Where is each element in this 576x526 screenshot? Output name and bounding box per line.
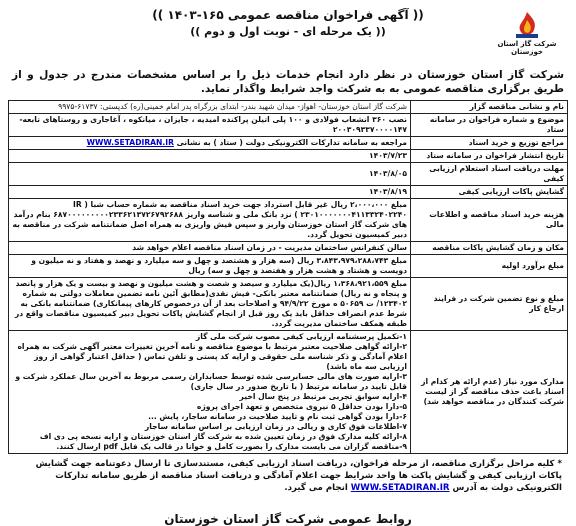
table-row [9, 199, 568, 242]
setad-link-footer[interactable]: WWW.SETADIRAN.IR [350, 483, 450, 493]
intro-paragraph: شرکت گاز استان خوزستان در نظر دارد انجام خدمات ذیل را بر اساس مشخصات مندرج در جدول و از طریق برگزاری مناقصه عمومی به به شرکت واجد شرایط واگذار نماید. [12, 69, 564, 95]
table-row [9, 186, 568, 199]
row-value [9, 331, 411, 454]
requirement-line: ۳-ارایه صورت های مالی حسابرسی شده توسط حسابداران رسمی مربوط به آخرین سال عملکرد شرکت و قابل تایید در سامانه مرتبط ( با تاریخ صدور در سال جاری) [15, 372, 407, 391]
row-key: مکان و زمان گشایش پاکات مناقصه [411, 242, 568, 255]
note-text-end: انجام می گیرد. [284, 483, 348, 493]
table-row [9, 163, 568, 186]
row-value: ۱۴۰۳/۸/۱۹ [9, 186, 411, 199]
tender-details-table [8, 100, 568, 454]
row-key: مهلت دریافت اسناد استعلام ارزیابی کیفی [411, 163, 568, 186]
requirement-line: ۴-ارایه سوابق تجربی مرتبط در پنج سال اخیر [239, 392, 407, 401]
requirement-line: ۸-ارائه کلیه مدارک فوق در زمان تعیین شده به شرکت گاز استان خوزستان و ارایه نسخه پی دی اف [39, 432, 407, 441]
setad-link[interactable]: WWW.SETADIRAN.IR [86, 138, 174, 147]
footer-public-relations: روابط عمومی شرکت گاز استان خوزستان [164, 512, 412, 526]
row-value: ۱۴۰۳/۷/۲۳ [9, 150, 411, 163]
row-key: مبلغ و نوع تضمین شرکت در فرایند ارجاع کار [411, 278, 568, 331]
requirement-line: ۹-مناقصه گزاران می بایست مدارک را بصورت کامل و خوانا در قالب یک فایل pdf ارسال کنند. [56, 442, 407, 451]
table-row [9, 278, 568, 331]
row-key: هزینه خرید اسناد مناقصه و اطلاعات مالی [411, 199, 568, 242]
table-row [9, 114, 568, 137]
table-row [9, 331, 568, 454]
row-key: مبلغ برآورد اولیه [411, 255, 568, 278]
row-key: تاریخ انتشار فراخوان در سامانه ستاد [411, 150, 568, 163]
requirement-line: ۷-اطلاعات فوق کاری و ریالی در زمان ارزیابی بر اساس سامانه ساجار [144, 422, 407, 431]
requirement-line: ۱-تکمیل پرسشنامه ارزیابی کیفی مصوب شرکت ملی گاز [195, 332, 407, 341]
row-key: مراجع توزیع و خرید اسناد [411, 137, 568, 150]
notice-header [8, 6, 568, 68]
row-value: ۱۴۰۳/۸/۰۵ [9, 163, 411, 186]
row-value: شرکت گاز استان خوزستان- اهواز- میدان شهید بندر- ابتدای بزرگراه پدر امام خمینی(ره) کدپستی: ۶۱۷۳۷-۹۹۷۵ [9, 101, 411, 114]
row-value: مبلغ ۳،۸۴۳،۹۷۹،۲۸۸،۷۴۳ ریال (سه هزار و هشتصد و چهل و سه میلیارد و نهصد و هفتاد و نه میلیون و دویست و هشتاد و هشت هزار و هفتصد و چهل و سه) ریال [9, 255, 411, 278]
requirement-line: ۲-ارائه گواهی صلاحیت معتبر مرتبط با موضوع مناقصه و نامه آخرین تغییرات معتبر آگهی شرکت به همراه اعلام آمادگی و ذکر شناسه ملی حقوقی و ارایه کد پستی و تلفن تماس ( حداقل اعتبار گواهی از روز ارزیابی سه ماه باشد) [17, 342, 407, 371]
row-key: موضوع و شماره فراخوان در سامانه ستاد [411, 114, 568, 137]
row-value: مبلغ ۱،۳۶۸،۹۲۱،۵۵۹ ریال(یک میلیارد و سیصد و شصت و هشت میلیون و نهصد و بیست و یک هزار و پانصد و پنجاه و نه ریال) ضمانتنامه معتبر بانکی- فیش نقدی(مطابق آئین نامه تضمین معاملات دولتی به شماره ۱۲۳۴۰۲/ ت ۵۰۶۵۹ ه مورخ ۹۴/۹/۲۲ و اصلاحات بعد از آن درخصوص کارهای پیمانکاری) ضمانتنامه بانکی به شرط عدم انصراف حداقل باید یک روز قبل از انجام گشایش پاکات تحویل دبیر کمیسیون مناقصات واقع در طبقه همکف ساختمان مدیریت گردد. [9, 278, 411, 331]
row-value: سالن کنفرانس ساختمان مدیریت - در زمان اسناد مناقصه اعلام خواهد شد [9, 242, 411, 255]
row-value-text: مراجعه به سامانه تدارکات الکترونیکی دولت ( ستاد ) به نشانی [176, 138, 407, 147]
table-row [9, 255, 568, 278]
table-row [9, 137, 568, 150]
requirement-line: ۶-دارا بودن گواهی ثبت نام و تایید صلاحیت در سامانه ساجار، پایش ... [148, 412, 407, 421]
table-row [9, 101, 568, 114]
row-value: نصب ۳۶۰ انشعاب فولادی و ۱۰۰ پلی اتیلن پراکنده امیدیه ، جایزان ، میانکوه ، آغاجاری و روستاهای تابعه- ۲۰۰۳۰۹۳۳۷۰۰۰۰۱۴۷ [9, 114, 411, 137]
requirement-line: ۵-دارا بودن حداقل ۵ نیروی متخصص و تعهد اجرای پروژه [196, 402, 407, 411]
row-key: نام و نشانی مناقصه گزار [411, 101, 568, 114]
row-value: مبلغ ۲،۰۰۰،۰۰۰ ریال غیر قابل استرداد جهت خرید اسناد مناقصه به شماره حساب شبا ( IR ۲۳۰۱۰۰۰۰۰۰۰۴۱۱۳۳۲۴۰۲۲۴۰ ) نزد بانک ملی و شناسه واریز ۶۸۷۰۰۰۰۰۰۰۰۰۲۳۳۶۲۱۳۷۲۶۷۹۲۶۸۸ بنام درآمد های شرکت گاز استان خوزستان واریز و سپس فیش واریزی به همراه اصل ضمانتنامه شرکت در مناقصه به دبیر کمیسیون تحویل گردد. [9, 199, 411, 242]
row-key: گشایش پاکات ارزیابی کیفی [411, 186, 568, 199]
logo-text: شرکت گاز استان خوزستان [497, 40, 557, 56]
row-value [9, 137, 411, 150]
note-text: * کلیه مراحل برگزاری مناقصه، از مرحله فراخوان، دریافت اسناد ارزیابی کیفی، مستندسازی تا ارسال دعوتنامه جهت گشایش پاکات ارزیابی کیفی و گشایش پاکت ها واحد شرایط جهت اعلام آمادگی و دریافت اسناد مناقصه از طریق سامانه تدارکات الکترونیکی دولت به آدرس [35, 459, 562, 493]
table-row [9, 242, 568, 255]
notice-title: (( آگهی فراخوان مناقصه عمومی ۱۶۵-۱۴۰۳ )) [152, 8, 424, 22]
row-key: مدارک مورد نیاز (عدم ارائه هر کدام از اسناد باعث حذف مناقصه گر از لیست شرکت کنندگان در مناقصه خواهد شد) [411, 331, 568, 454]
notice-subtitle: (( یک مرحله ای - نوبت اول و دوم )) [190, 25, 386, 38]
notes-section [14, 458, 562, 494]
table-row [9, 150, 568, 163]
